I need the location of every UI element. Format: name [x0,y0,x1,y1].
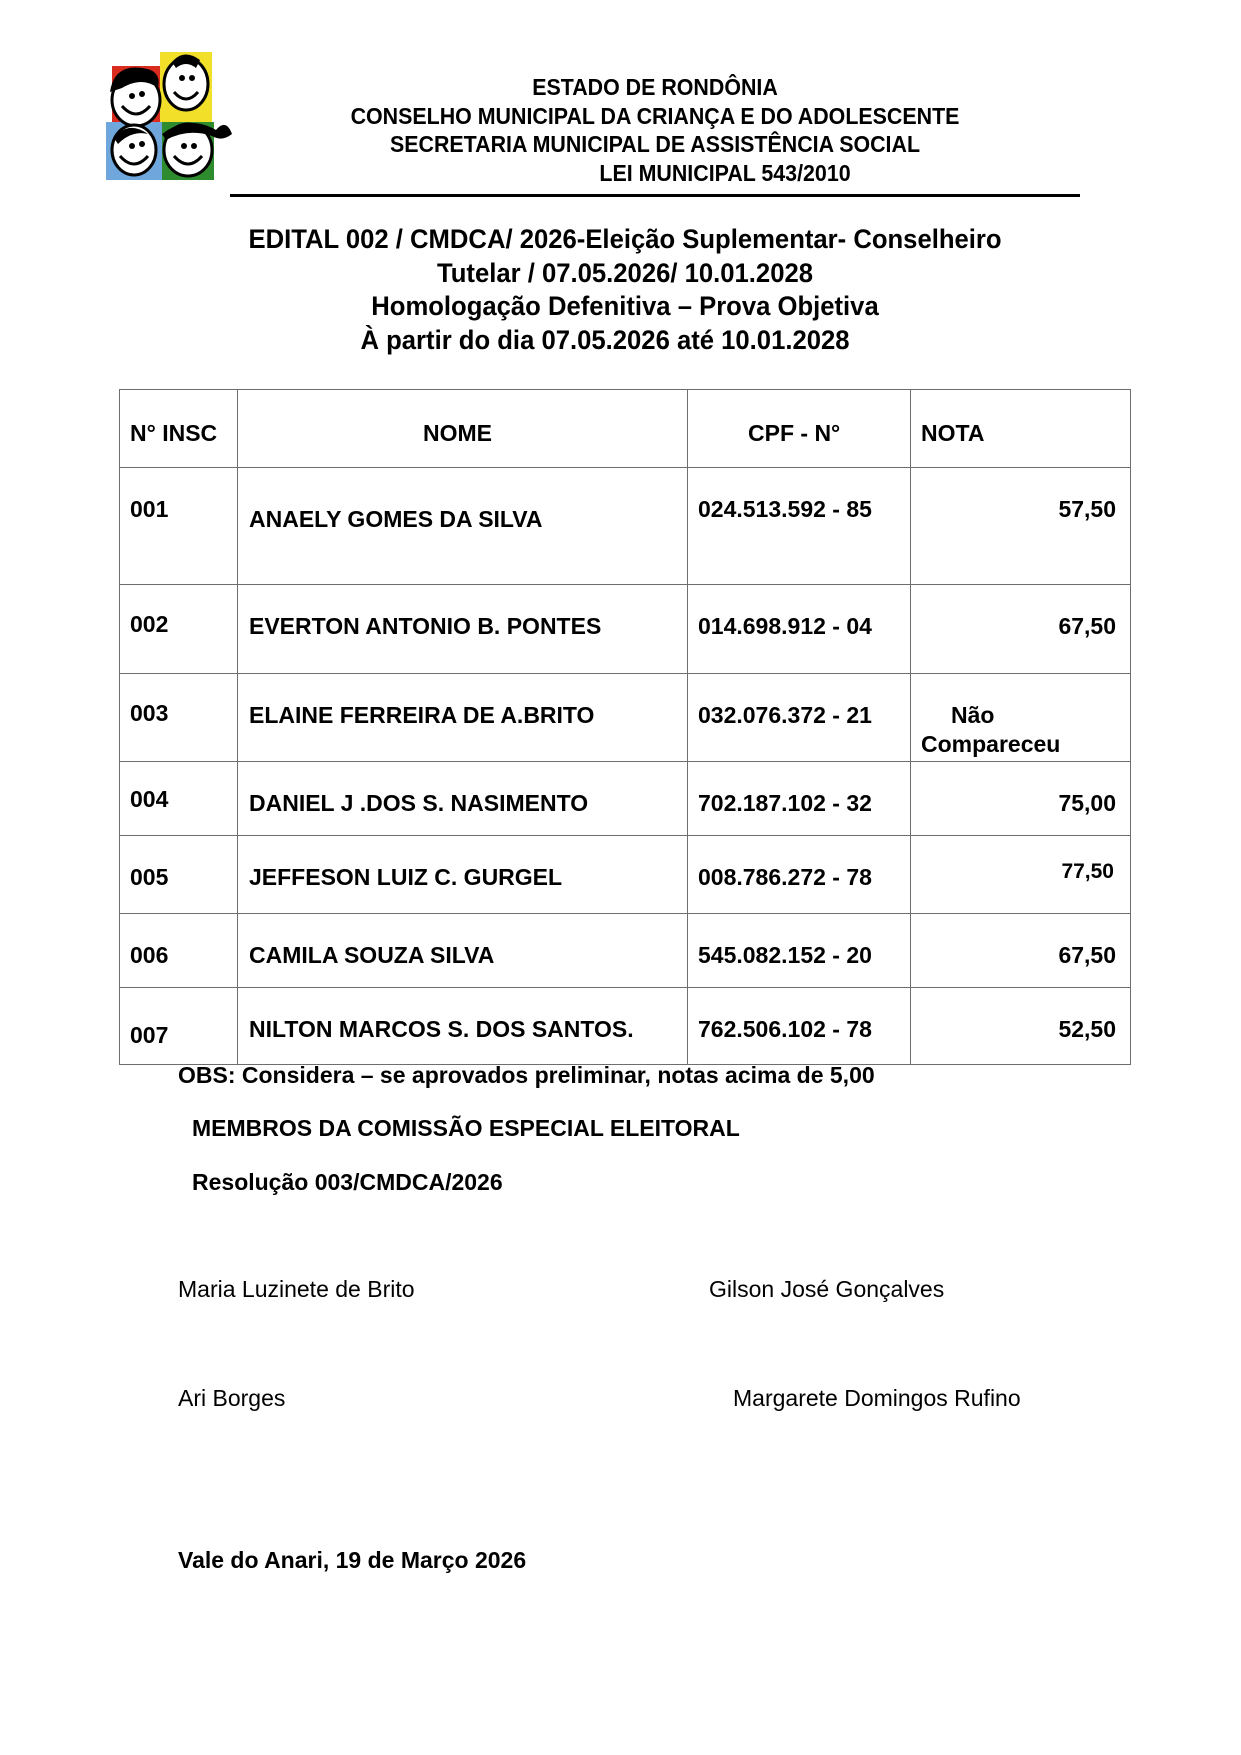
table-row [120,674,1131,762]
place-and-date: Vale do Anari, 19 de Março 2026 [178,1547,527,1573]
cell-insc: 003 [120,674,238,762]
column-header-insc: N° INSC [120,390,238,468]
signature-name: Margarete Domingos Rufino [733,1385,1021,1411]
cell-cpf: 545.082.152 - 20 [688,914,911,988]
signature-name: Gilson José Gonçalves [709,1276,945,1302]
results-table [119,389,1131,1065]
cell-nota-absent: Não Compareceu [911,674,1131,762]
cell-insc: 006 [120,914,238,988]
table-row [120,836,1131,914]
table-header-row [120,390,1131,468]
children-faces-logo-icon [92,38,232,188]
cell-cpf: 702.187.102 - 32 [688,762,911,836]
cell-nome: ANAELY GOMES DA SILVA [238,468,688,585]
cell-insc: 002 [120,585,238,674]
cell-cpf: 024.513.592 - 85 [688,468,911,585]
cell-cpf: 008.786.272 - 78 [688,836,911,914]
signature-name: Maria Luzinete de Brito [178,1276,415,1302]
cell-nota: 77,50 [911,836,1131,914]
cell-insc: 004 [120,762,238,836]
cell-nome: DANIEL J .DOS S. NASIMENTO [238,762,688,836]
table-row [120,988,1131,1065]
edital-title-line-1: EDITAL 002 / CMDCA/ 2026-Eleição Suplementar- Conselheiro [248,224,1002,254]
cell-nome: CAMILA SOUZA SILVA [238,914,688,988]
header-law: LEI MUNICIPAL 543/2010 [599,160,851,186]
table-row [120,468,1131,585]
cell-nota: 67,50 [911,585,1131,674]
members-heading: MEMBROS DA COMISSÃO ESPECIAL ELEITORAL [192,1115,740,1141]
header-state: ESTADO DE RONDÔNIA [532,74,778,100]
cell-nome: NILTON MARCOS S. DOS SANTOS. [238,988,688,1065]
cell-nota: 75,00 [911,762,1131,836]
column-header-nome: NOME [238,390,688,468]
cell-nota: 67,50 [911,914,1131,988]
cell-insc: 001 [120,468,238,585]
edital-title-line-4: À partir do dia 07.05.2026 até 10.01.2028 [360,325,850,355]
edital-title-line-3: Homologação Defenitiva – Prova Objetiva [371,291,879,321]
column-header-cpf: CPF - N° [688,390,911,468]
header-divider [230,194,1080,197]
resolution-reference: Resolução 003/CMDCA/2026 [192,1169,503,1195]
header-council: CONSELHO MUNICIPAL DA CRIANÇA E DO ADOLESCENTE [350,103,960,129]
table-row [120,762,1131,836]
cell-nota: 57,50 [911,468,1131,585]
table-row [120,914,1131,988]
cell-cpf: 032.076.372 - 21 [688,674,911,762]
cell-nome: JEFFESON LUIZ C. GURGEL [238,836,688,914]
obs-note: OBS: Considera – se aprovados preliminar, notas acima de 5,00 [178,1062,875,1088]
cell-insc: 007 [120,988,238,1065]
signature-name: Ari Borges [178,1385,286,1411]
cell-nota: 52,50 [911,988,1131,1065]
edital-title-line-2: Tutelar / 07.05.2026/ 10.01.2028 [436,258,813,288]
cell-nome: EVERTON ANTONIO B. PONTES [238,585,688,674]
cell-nome: ELAINE FERREIRA DE A.BRITO [238,674,688,762]
cell-insc: 005 [120,836,238,914]
cell-cpf: 014.698.912 - 04 [688,585,911,674]
table-row [120,585,1131,674]
column-header-nota: NOTA [911,390,1131,468]
header-secretariat: SECRETARIA MUNICIPAL DE ASSISTÊNCIA SOCIAL [389,131,921,157]
cell-cpf: 762.506.102 - 78 [688,988,911,1065]
